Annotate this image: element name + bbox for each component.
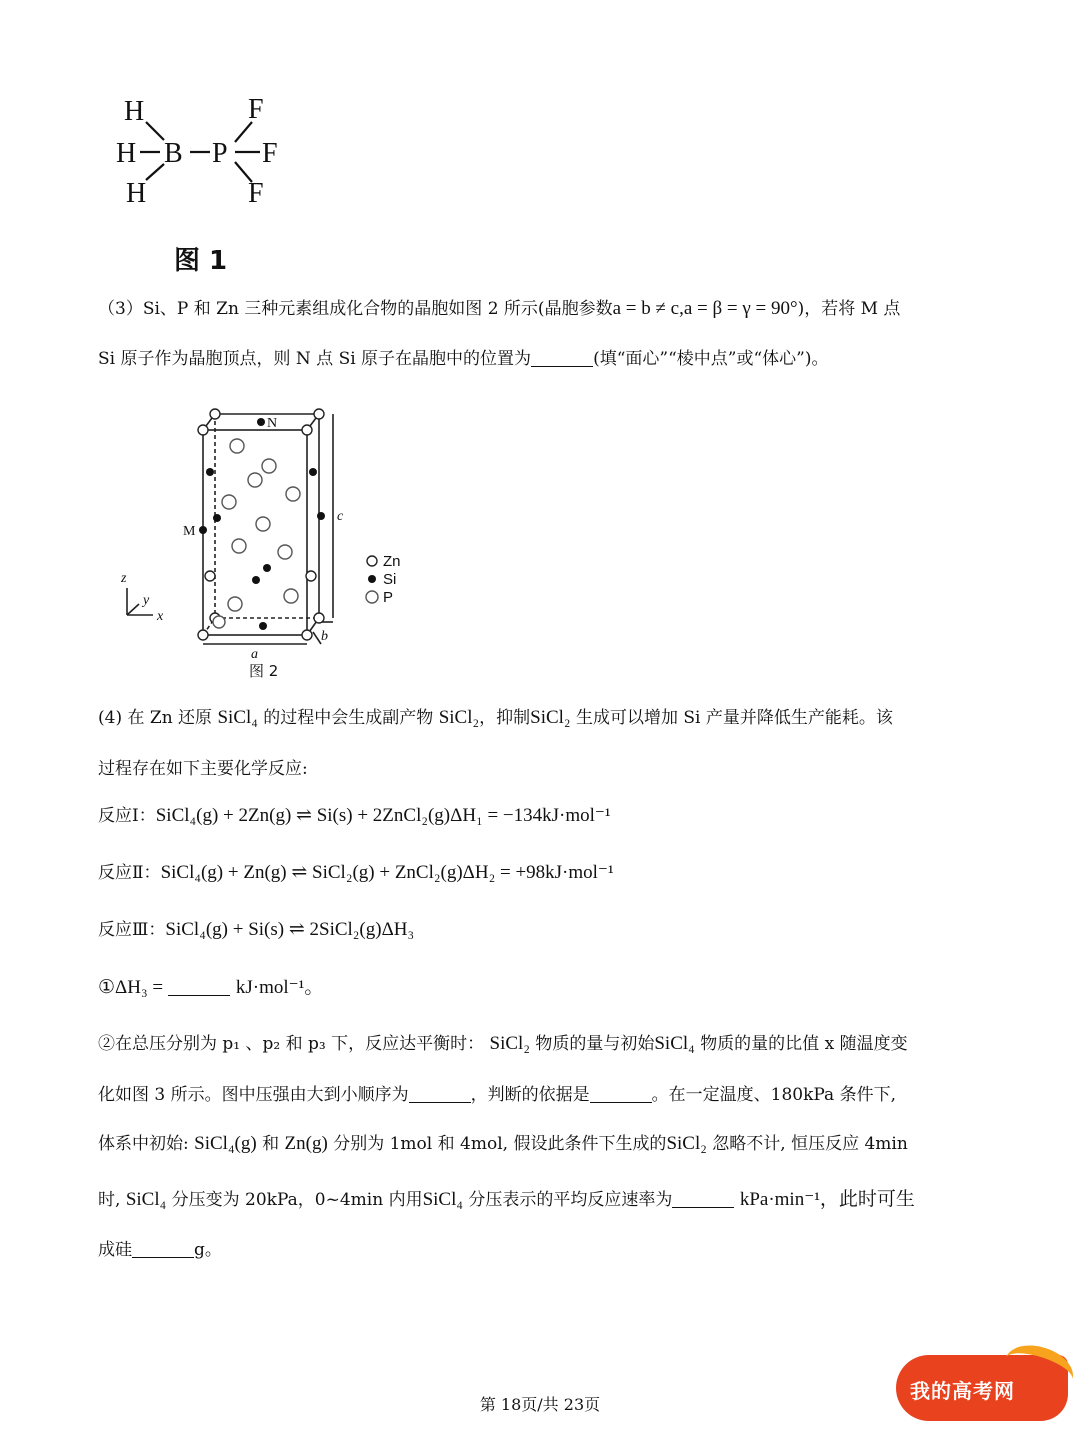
sub-question-1 xyxy=(98,976,323,1000)
figure-1-bonds xyxy=(110,90,310,220)
answer-blank[interactable] xyxy=(409,1086,471,1103)
reaction-3-label: 反应Ⅲ： xyxy=(98,920,166,940)
q3-line-2-pre: Si 原子作为晶胞顶点，则 N 点 Si 原子在晶胞中的位置为 xyxy=(98,349,532,369)
sub-2-l2-b: ，判断的依据是 xyxy=(470,1085,590,1105)
sub-question-2-line-3 xyxy=(98,1132,908,1156)
formula-sicl2-c: SiCl₂ xyxy=(489,1033,530,1054)
sub-2-l4-a: 时, xyxy=(98,1190,121,1210)
figure-2-caption: 图 2 xyxy=(249,662,279,680)
reaction-1 xyxy=(98,804,611,828)
sub-1-pre: ①ΔH₃ = xyxy=(98,977,164,998)
figure-1-caption: 图 1 xyxy=(174,246,228,276)
sub-1-post: kJ·mol⁻¹。 xyxy=(235,977,324,998)
axis-y: y xyxy=(143,593,150,608)
sub-2-l1-c: 物质的量的比值 x 随温度变 xyxy=(700,1034,908,1054)
reaction-1-equation: SiCl₄(g) + 2Zn(g) ⇌ Si(s) + 2ZnCl₂(g)ΔH₁ = −134kJ·mol⁻¹ xyxy=(155,805,611,826)
formula-sicl2: SiCl₂ xyxy=(438,707,480,728)
sub-2-l4-d: kPa·min⁻¹，此时可生 xyxy=(739,1189,915,1210)
reaction-3 xyxy=(98,918,414,942)
figure-1 xyxy=(110,90,310,280)
sub-2-l4-c: 分压表示的平均反应速率为 xyxy=(468,1190,673,1210)
watermark-logo xyxy=(896,1355,1068,1421)
sub-question-2-line-5 xyxy=(98,1238,222,1262)
atom-b: B xyxy=(164,138,183,169)
answer-blank[interactable] xyxy=(672,1191,734,1208)
figure-2-cell xyxy=(115,400,435,690)
axis-z: z xyxy=(121,571,127,586)
axis-x: x xyxy=(157,609,164,624)
answer-blank[interactable] xyxy=(168,979,230,996)
sub-2-l1-b: 物质的量与初始 xyxy=(535,1034,655,1054)
sub-2-l1-a: ②在总压分别为 p₁ 、p₂ 和 p₃ 下，反应达平衡时： xyxy=(98,1034,485,1054)
reaction-2-label: 反应Ⅱ： xyxy=(98,863,161,883)
sub-2-l5-a: 成硅 xyxy=(98,1240,132,1260)
reaction-3-equation: SiCl₄(g) + Si(s) ⇌ 2SiCl₂(g)ΔH₃ xyxy=(165,919,415,940)
q3-line-2 xyxy=(98,347,828,371)
formula-sicl2-d: SiCl₂ xyxy=(666,1133,707,1154)
reaction-1-label: 反应Ⅰ： xyxy=(98,806,156,826)
q4-line-1-a: (4) 在 Zn 还原 xyxy=(98,708,213,728)
label-c: c xyxy=(337,509,344,524)
formula-sicl2-b: SiCl₂ xyxy=(530,707,571,728)
q4-line-1-c: ，抑制 xyxy=(479,708,531,728)
formula-sicl4-c: SiCl₄ xyxy=(125,1189,167,1210)
legend-p: P xyxy=(383,589,394,606)
page-number: 第 18页/共 23页 xyxy=(479,1395,601,1414)
legend xyxy=(366,553,401,606)
atom-f-right: F xyxy=(262,138,278,169)
sub-2-l3-c: 分别为 1mol 和 4mol, 假设此条件下生成的 xyxy=(333,1134,667,1154)
figure-2 xyxy=(115,400,435,690)
formula-sicl4: SiCl₄ xyxy=(217,707,258,728)
label-m: M xyxy=(183,524,196,539)
answer-blank[interactable] xyxy=(590,1086,652,1103)
atom-h-top: H xyxy=(124,96,145,127)
q3-line-1-text: （3）Si、P 和 Zn 三种元素组成化合物的晶胞如图 2 所示(晶胞参数 xyxy=(98,299,613,319)
q3-params: a = b ≠ c,a = β = γ = 90° xyxy=(612,298,798,319)
sub-question-2-line-1 xyxy=(98,1032,908,1056)
label-n: N xyxy=(267,416,278,431)
answer-blank[interactable] xyxy=(132,1241,194,1258)
atom-h-bottom: H xyxy=(126,178,147,209)
label-a: a xyxy=(251,647,258,662)
sub-2-l2-c: 。在一定温度、180kPa 条件下, xyxy=(651,1085,896,1105)
sub-2-l5-b: g。 xyxy=(194,1240,222,1260)
q3-line-1-end: )，若将 M 点 xyxy=(797,299,901,319)
formula-zn-g: Zn(g) xyxy=(284,1133,328,1154)
sub-question-2-line-4 xyxy=(98,1188,915,1212)
q4-line-2: 过程存在如下主要化学反应: xyxy=(98,759,308,779)
sub-2-l3-d: 忽略不计, 恒压反应 4min xyxy=(712,1134,908,1154)
sub-2-l4-b: 分压变为 20kPa，0~4min 内用 xyxy=(171,1190,423,1210)
reaction-2-equation: SiCl₄(g) + Zn(g) ⇌ SiCl₂(g) + ZnCl₂(g)ΔH₂ = +98kJ·mol⁻¹ xyxy=(160,862,614,883)
sub-2-l3-a: 体系中初始: xyxy=(98,1134,189,1154)
watermark-text: 我的高考网 xyxy=(910,1379,1015,1403)
q4-line-1-b: 的过程中会生成副产物 xyxy=(263,708,434,728)
atom-p: P xyxy=(212,138,228,169)
atom-h-mid: H xyxy=(116,138,137,169)
label-b: b xyxy=(321,629,328,644)
q3-line-2-post: (填“面心”“棱中点”或“体心”)。 xyxy=(593,349,829,369)
formula-sicl4-d: SiCl₄ xyxy=(422,1189,463,1210)
reaction-2 xyxy=(98,861,614,885)
atom-f-bottom: F xyxy=(248,178,264,209)
q3-line-1 xyxy=(98,297,900,321)
q4-line-1-d: 生成可以增加 Si 产量并降低生产能耗。该 xyxy=(575,708,893,728)
legend-zn: Zn xyxy=(383,553,401,570)
sub-2-l2-a: 化如图 3 所示。图中压强由大到小顺序为 xyxy=(98,1085,409,1105)
answer-blank[interactable] xyxy=(531,350,593,367)
sub-question-2-line-2 xyxy=(98,1083,896,1107)
q4-line-1 xyxy=(98,706,893,730)
sub-2-l3-b: 和 xyxy=(262,1134,280,1154)
formula-sicl4-b: SiCl₄ xyxy=(654,1033,695,1054)
legend-si: Si xyxy=(383,571,397,588)
formula-sicl4-g: SiCl₄(g) xyxy=(194,1133,257,1154)
atom-f-top: F xyxy=(248,94,264,125)
